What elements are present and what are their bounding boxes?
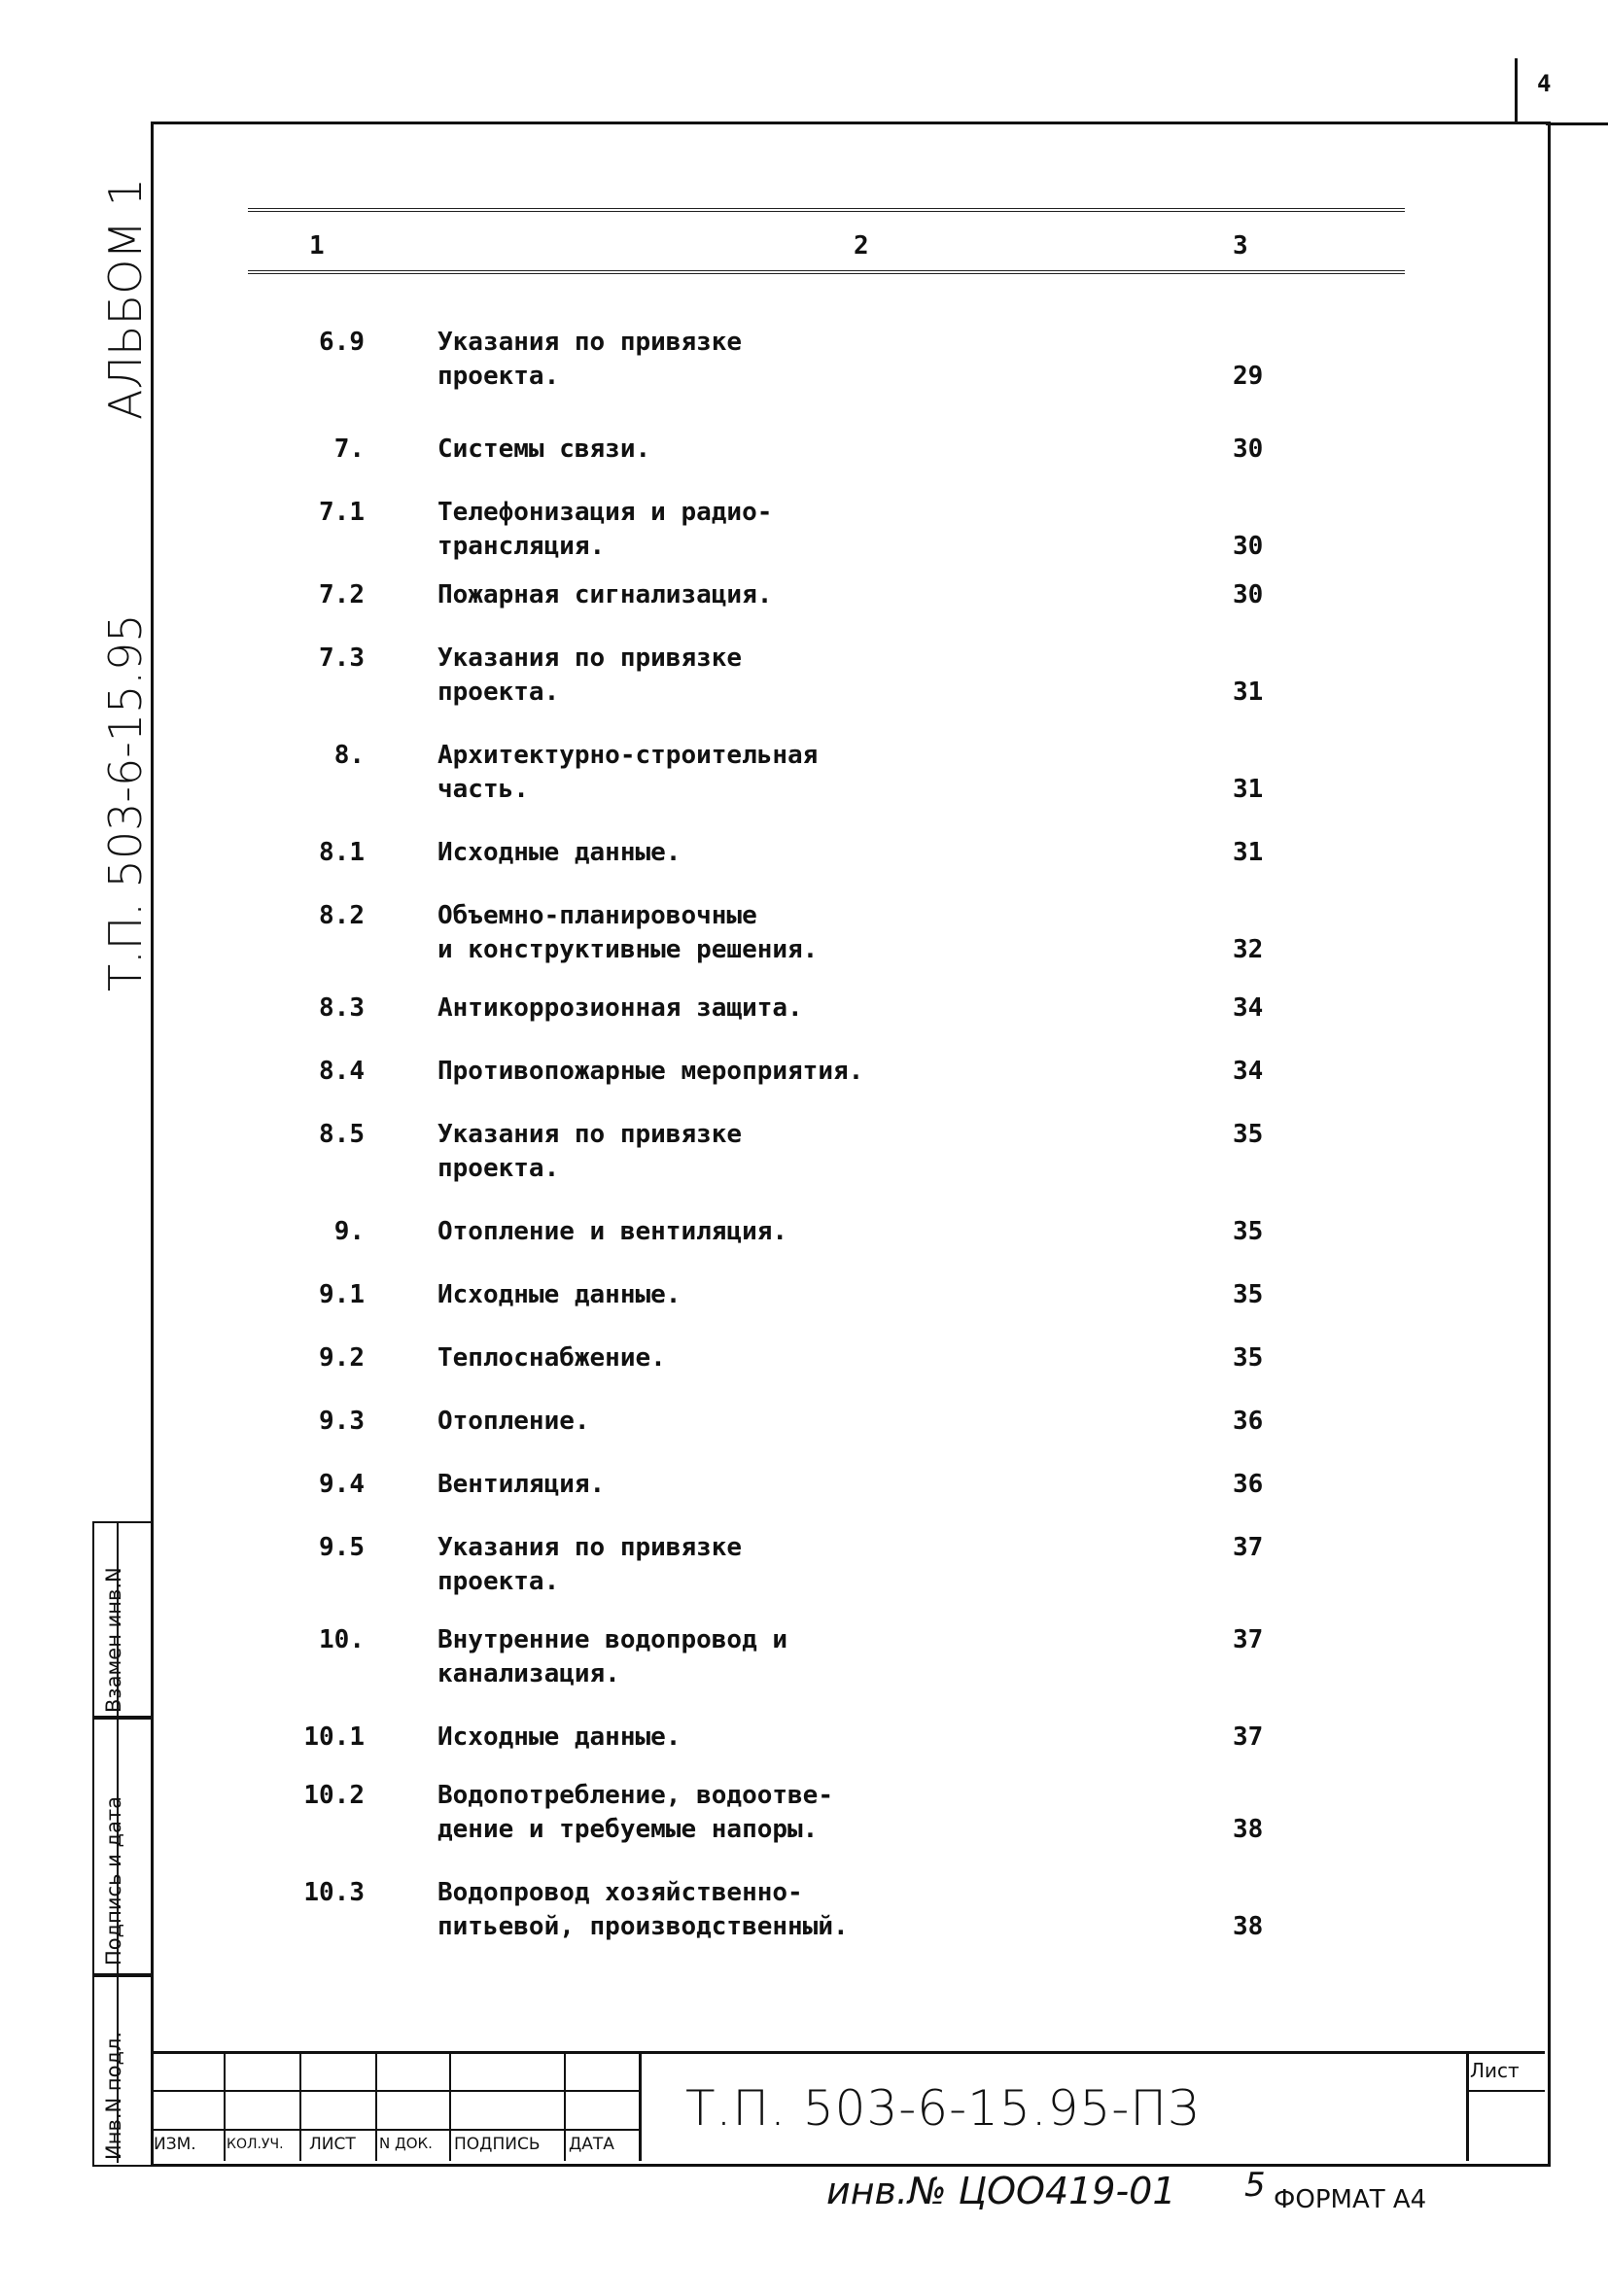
toc-row-page: 35 (1233, 1343, 1264, 1373)
toc-row-page: 32 (1233, 935, 1264, 964)
toc-row-number: 9.3 (319, 1407, 365, 1436)
tb-col-line (1466, 2051, 1469, 2161)
inventory-number: инв.№ ЦОО419-01 (826, 2170, 1176, 2212)
toc-row-number: 10. (319, 1625, 365, 1654)
toc-row-page: 38 (1233, 1912, 1264, 1941)
toc-row-page: 31 (1233, 678, 1264, 707)
toc-row-title: Теплоснабжение. (437, 1343, 666, 1373)
tb-label-kol: КОЛ.УЧ. (227, 2137, 284, 2152)
sheet-hand-number: 5 (1244, 2166, 1266, 2205)
toc-row-number: 10.3 (303, 1878, 365, 1907)
toc-row-title: Внутренние водопровод и канализация. (437, 1625, 788, 1688)
tb-label-ndok: N ДОК. (379, 2135, 433, 2152)
stamp-replace-inv-label: Взамен инв.N (102, 1567, 125, 1713)
stamp-divider (117, 1521, 119, 1716)
toc-row-number: 7.1 (319, 498, 365, 527)
toc-row-number: 9.2 (319, 1343, 365, 1373)
toc-row-title: Водопотребление, водоотве- дение и требуемые напоры. (437, 1781, 833, 1844)
stamp-divider (117, 1973, 119, 2163)
toc-row-title: Отопление и вентиляция. (437, 1217, 788, 1246)
sheet-label: Лист (1470, 2059, 1520, 2082)
stamp-divider (117, 1716, 119, 1973)
toc-row-number: 9.5 (319, 1533, 365, 1562)
tb-col-line (449, 2051, 451, 2161)
toc-row-title: Объемно-планировочные и конструктивные решения. (437, 901, 819, 964)
header-rule-bottom (248, 270, 1405, 274)
toc-row-title: Вентиляция. (437, 1470, 606, 1499)
toc-row-page: 35 (1233, 1217, 1264, 1246)
toc-row-number: 7.2 (319, 580, 365, 609)
toc-row-page: 35 (1233, 1280, 1264, 1309)
toc-row-number: 8. (333, 741, 365, 770)
stamp-replace-inv (92, 1521, 153, 1720)
tb-label-data: ДАТА (569, 2135, 614, 2154)
page-number: 4 (1537, 70, 1552, 97)
toc-row-number: 8.1 (319, 838, 365, 867)
toc-row-title: Системы связи. (437, 435, 651, 464)
toc-row-title: Водопровод хозяйственно- питьевой, производственный. (437, 1878, 849, 1941)
header-col-2: 2 (854, 231, 869, 261)
format-label: ФОРМАТ А4 (1274, 2185, 1427, 2214)
stamp-inv-orig (92, 1973, 153, 2167)
tb-row-line (1466, 2090, 1545, 2092)
toc-row-page: 30 (1233, 580, 1264, 609)
toc-row-title: Указания по привязке проекта. (437, 644, 743, 707)
tb-col-line (639, 2051, 642, 2161)
toc-row-page: 31 (1233, 775, 1264, 804)
toc-row-page: 36 (1233, 1470, 1264, 1499)
toc-row-number: 8.2 (319, 901, 365, 930)
toc-row-number: 10.1 (303, 1722, 365, 1752)
stamp-sign-date (92, 1716, 153, 1977)
toc-row-title: Указания по привязке проекта. (437, 1533, 743, 1596)
toc-row-title: Телефонизация и радио- трансляция. (437, 498, 773, 561)
toc-row-page: 30 (1233, 435, 1264, 464)
toc-row-page: 37 (1233, 1533, 1264, 1562)
header-col-1: 1 (309, 231, 325, 261)
document-code: Т.П. 503-6-15.95-ПЗ (685, 2080, 1200, 2137)
toc-row-number: 10.2 (303, 1781, 365, 1810)
toc-row-page: 38 (1233, 1815, 1264, 1844)
tb-label-podpis: ПОДПИСЬ (454, 2135, 541, 2154)
toc-row-page: 37 (1233, 1625, 1264, 1654)
toc-row-number: 8.4 (319, 1057, 365, 1086)
stamp-sign-date-label: Подпись и дата (102, 1796, 125, 1966)
tb-col-line (375, 2051, 377, 2161)
toc-row-number: 9. (333, 1217, 365, 1246)
tb-label-izm: ИЗМ. (154, 2135, 196, 2154)
corner-rule (1546, 122, 1608, 125)
toc-row-page: 30 (1233, 532, 1264, 561)
toc-row-title: Отопление. (437, 1407, 590, 1436)
tb-label-list: ЛИСТ (309, 2135, 356, 2154)
header-rule-top (248, 208, 1405, 212)
header-col-3: 3 (1233, 231, 1248, 261)
tb-col-line (224, 2051, 226, 2161)
toc-row-title: Антикоррозионная защита. (437, 993, 803, 1023)
side-project-code: Т.П. 503-6-15.95 (99, 613, 152, 991)
toc-row-title: Указания по привязке проекта. (437, 1120, 743, 1183)
toc-row-number: 9.1 (319, 1280, 365, 1309)
toc-row-number: 8.3 (319, 993, 365, 1023)
toc-row-number: 7.3 (319, 644, 365, 673)
toc-row-number: 7. (333, 435, 365, 464)
toc-row-title: Пожарная сигнализация. (437, 580, 773, 609)
toc-row-number: 8.5 (319, 1120, 365, 1149)
toc-row-page: 36 (1233, 1407, 1264, 1436)
tb-col-line (299, 2051, 301, 2161)
toc-row-title: Указания по привязке проекта. (437, 328, 743, 391)
toc-row-number: 6.9 (319, 328, 365, 357)
album-label: АЛЬБОМ 1 (99, 178, 152, 420)
page-number-box (1515, 58, 1608, 122)
toc-row-page: 31 (1233, 838, 1264, 867)
toc-row-page: 35 (1233, 1120, 1264, 1149)
toc-row-title: Исходные данные. (437, 838, 682, 867)
stamp-inv-orig-label: Инв.N подл. (102, 2031, 125, 2160)
toc-row-page: 34 (1233, 993, 1264, 1023)
toc-row-title: Противопожарные мероприятия. (437, 1057, 864, 1086)
toc-row-page: 29 (1233, 362, 1264, 391)
toc-row-page: 34 (1233, 1057, 1264, 1086)
toc-row-title: Исходные данные. (437, 1280, 682, 1309)
tb-col-line (564, 2051, 566, 2161)
toc-row-number: 9.4 (319, 1470, 365, 1499)
toc-row-title: Архитектурно-строительная часть. (437, 741, 819, 804)
toc-row-title: Исходные данные. (437, 1722, 682, 1752)
toc-row-page: 37 (1233, 1722, 1264, 1752)
